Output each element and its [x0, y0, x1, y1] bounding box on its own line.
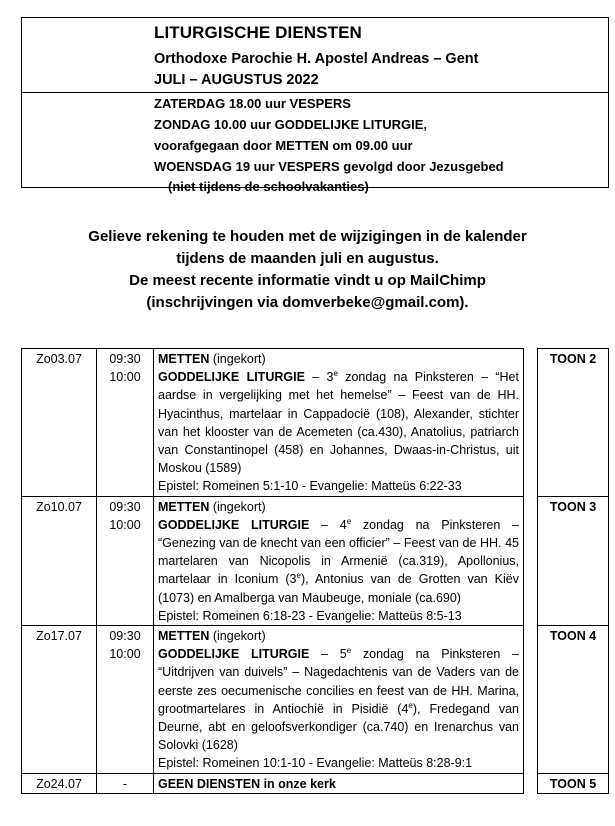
schedule-table [21, 348, 609, 794]
services-header-box [21, 17, 609, 194]
no-services-note: GEEN DIENSTEN in onze kerk [154, 773, 524, 793]
feast-text-cont: ), Fredegand van Deurne, abt en geloofsverkondiger (ca.740) en Irenarchus van Solovki (1628) [158, 701, 520, 753]
matins-label: METTEN [158, 499, 210, 514]
liturgy-time: 10:00 [109, 517, 141, 532]
matins-time: 09:30 [109, 352, 141, 366]
parish-name: Orthodoxe Parochie H. Apostel Andreas – Gent [154, 51, 479, 67]
readings: Epistel: Romeinen 10:1-10 - Evangelie: Matteüs 8:28-9:1 [158, 756, 473, 771]
column-gap [524, 626, 538, 774]
feast-text: zondag na Pinksteren – “Uitdrijven van duivels” – Nagedachtenis van de Vaders van de eerste zes oecumenische concilies en feest van de HH. Marina, grootmartelares in Antiochië in Pisidië (4 [158, 647, 519, 716]
notice-line: (inschrijvingen via domverbeke@gmail.com). [146, 294, 469, 311]
tone-label: TOON 2 [538, 349, 609, 497]
service-line: ZONDAG 10.00 uur GODDELIJKE LITURGIE, [154, 117, 428, 132]
matins-note: (ingekort) [209, 499, 266, 514]
no-time: - [122, 776, 128, 791]
service-date: Zo03.07 [22, 349, 97, 497]
table-row [22, 626, 609, 774]
ordinal-suffix: e [333, 369, 338, 379]
sunday-number: – 5 [309, 647, 347, 662]
column-gap [524, 349, 538, 497]
readings: Epistel: Romeinen 5:1-10 - Evangelie: Matteüs 6:22-33 [158, 479, 462, 494]
ordinal-suffix: e [296, 571, 301, 581]
column-gap [524, 773, 538, 793]
matins-label: METTEN [158, 629, 210, 644]
matins-time: 09:30 [109, 499, 141, 514]
liturgy-time: 10:00 [109, 647, 141, 662]
service-description [154, 626, 524, 774]
period-label: JULI – AUGUSTUS 2022 [154, 72, 319, 88]
table-row [22, 349, 609, 497]
table-row [22, 773, 609, 793]
service-date: Zo10.07 [22, 496, 97, 625]
service-times [97, 773, 154, 793]
ordinal-suffix: e [408, 700, 413, 710]
sunday-number: – 4 [309, 517, 347, 532]
ordinal-suffix: e [346, 516, 352, 526]
liturgy-label: GODDELIJKE LITURGIE [158, 517, 310, 532]
service-note: (niet tijdens de schoolvakanties) [168, 179, 369, 194]
table-row [22, 496, 609, 625]
sunday-number: – 3 [304, 370, 334, 385]
feast-text-cont: ), Antonius van de Grotten van Kiëv (1073) en Amalberga van Maubeuge, moniale (ca.690) [158, 572, 519, 605]
service-description [154, 496, 524, 625]
service-description [154, 349, 524, 497]
liturgy-label: GODDELIJKE LITURGIE [158, 647, 310, 662]
liturgy-time: 10:00 [109, 370, 141, 385]
header-title-block [22, 18, 608, 93]
matins-note: (ingekort) [209, 352, 266, 366]
tone-label: TOON 5 [538, 773, 609, 793]
page-title: LITURGISCHE DIENSTEN [154, 23, 362, 42]
calendar-notice [0, 226, 615, 314]
notice-line: Gelieve rekening te houden met de wijzigingen in de kalender [88, 228, 527, 245]
service-date: Zo24.07 [22, 773, 97, 793]
feast-text: zondag na Pinksteren – “Genezing van de knecht van een officier” – Feest van de HH. 45 martelaren van Nicopolis in Armenië (ca.319), Apollonius, martelaar in Iconium (3 [158, 517, 519, 587]
service-line: ZATERDAG 18.00 uur VESPERS [154, 96, 351, 111]
service-times [97, 496, 154, 625]
service-times [97, 626, 154, 774]
service-date: Zo17.07 [22, 626, 97, 774]
matins-time: 09:30 [109, 629, 141, 644]
feast-text: zondag na Pinksteren – “Het aardse in vergelijking met het hemelse” – Feest van de HH. Hyacinthus, martelaar in Cappadocië (108), Alexander, stichter van het klooster van de Acemeten (ca.430), Anatolius, patriarch van Constantinopel (458) en Johannes, Dwaas-in-Christus, uit Moskou (1589) [158, 370, 519, 476]
service-times [97, 349, 154, 497]
ordinal-suffix: e [346, 646, 352, 656]
matins-note: (ingekort) [209, 629, 266, 644]
notice-line: tijdens de maanden juli en augustus. [176, 250, 439, 267]
tone-label: TOON 3 [538, 496, 609, 625]
matins-label: METTEN [158, 352, 210, 366]
liturgy-label: GODDELIJKE LITURGIE [158, 370, 305, 385]
service-line: voorafgegaan door METTEN om 09.00 uur [154, 138, 413, 153]
column-gap [524, 496, 538, 625]
tone-label: TOON 4 [538, 626, 609, 774]
service-line: WOENSDAG 19 uur VESPERS gevolgd door Jezusgebed [154, 159, 504, 174]
readings: Epistel: Romeinen 6:18-23 - Evangelie: Matteüs 8:5-13 [158, 608, 462, 623]
notice-line: De meest recente informatie vindt u op MailChimp [129, 272, 486, 289]
